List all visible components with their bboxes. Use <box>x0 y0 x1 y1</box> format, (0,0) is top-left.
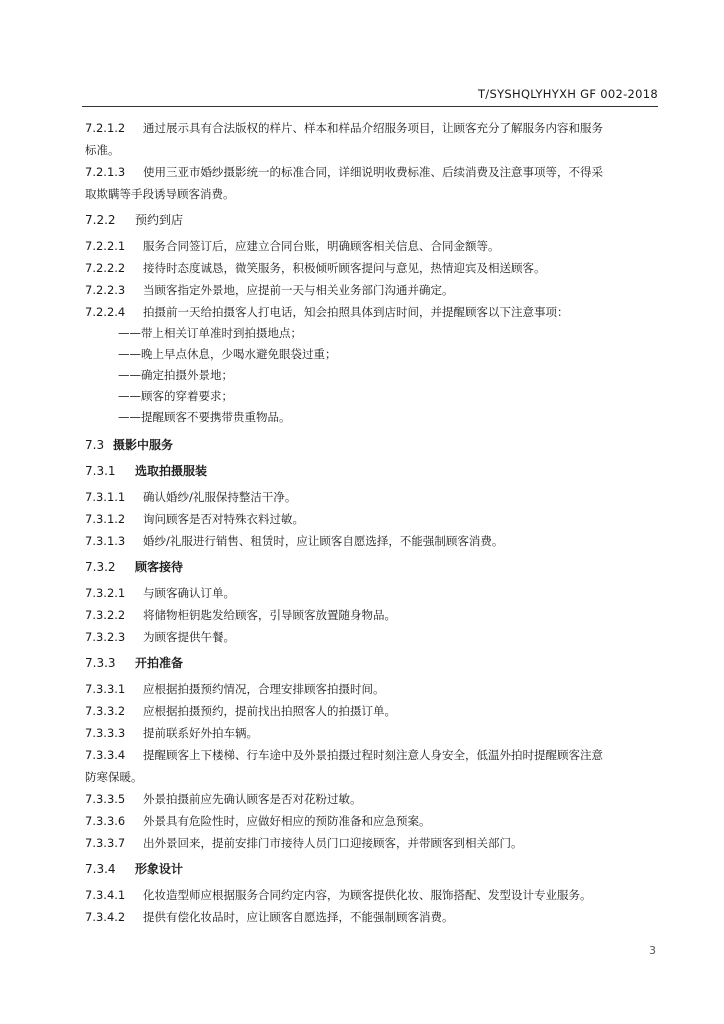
clause-text: 询问顾客是否对特殊衣料过敏。 <box>143 512 304 526</box>
clause-7-2-2-1 <box>85 235 659 257</box>
clause-number: 7.3.1.1 <box>85 490 126 504</box>
clause-text: 接待时态度诚恳，微笑服务，积极倾听顾客提问与意见，热情迎宾及相送顾客。 <box>143 261 546 275</box>
clause-text: 提供有偿化妆品时，应让顾客自愿选择，不能强制顾客消费。 <box>143 910 454 924</box>
doc-code-header: T/SYSHQLYHYXH GF 002-2018 <box>477 87 658 101</box>
section-title: 顾客接待 <box>135 560 184 574</box>
header-rule <box>82 106 658 107</box>
list-item: ——顾客的穿着要求； <box>118 389 233 403</box>
section-heading-7-2-2 <box>85 209 659 231</box>
clause-number: 7.2.2.2 <box>85 261 126 275</box>
clause-7-3-2-1 <box>85 582 659 604</box>
clause-text: 确认婚纱/礼服保持整洁干净。 <box>143 490 297 504</box>
clause-7-3-3-3 <box>85 722 659 744</box>
clause-text: 使用三亚市婚纱摄影统一的标准合同，详细说明收费标准、后续消费及注意事项等，不得采 <box>143 165 603 179</box>
clause-7-3-1-1 <box>85 486 659 508</box>
clause-text: 化妆造型师应根据服务合同约定内容，为顾客提供化妆、服饰搭配、发型设计专业服务。 <box>143 888 592 902</box>
clause-text: 拍摄前一天给拍摄客人打电话，知会拍照具体到店时间，并提醒顾客以下注意事项： <box>143 305 569 319</box>
list-item: ——确定拍摄外景地； <box>118 368 233 382</box>
clause-text: 外景具有危险性时，应做好相应的预防准备和应急预案。 <box>143 814 431 828</box>
clause-number: 7.3.1.2 <box>85 512 126 526</box>
section-number: 7.3.2 <box>85 560 116 574</box>
clause-7-3-1-2 <box>85 508 659 530</box>
section-heading-7-3 <box>85 434 659 456</box>
section-number: 7.2.2 <box>85 213 116 227</box>
section-heading-7-3-4 <box>85 858 659 880</box>
clause-text: 为顾客提供午餐。 <box>143 630 235 644</box>
clause-number: 7.3.3.3 <box>85 726 126 740</box>
clause-number: 7.3.2.2 <box>85 608 126 622</box>
clause-text: 提醒顾客上下楼梯、行车途中及外景拍摄过程时刻注意人身安全，低温外拍时提醒顾客注意 <box>143 748 603 762</box>
clause-7-3-3-5 <box>85 788 659 810</box>
clause-7-2-2-2 <box>85 257 659 279</box>
clause-number: 7.3.1.3 <box>85 534 126 548</box>
section-heading-7-3-2 <box>85 556 659 578</box>
section-heading-7-3-1 <box>85 460 659 482</box>
clause-7-3-3-7 <box>85 832 659 854</box>
clause-continuation: 取欺瞒等手段诱导顾客消费。 <box>85 187 235 201</box>
clause-text: 应根据拍摄预约，提前找出拍照客人的拍摄订单。 <box>143 704 396 718</box>
clause-text: 婚纱/礼服进行销售、租赁时，应让顾客自愿选择，不能强制顾客消费。 <box>143 534 504 548</box>
clause-continuation: 防寒保暖。 <box>85 770 143 784</box>
clause-7-3-4-2 <box>85 906 659 928</box>
document-body <box>85 117 659 928</box>
clause-number: 7.3.2.3 <box>85 630 126 644</box>
clause-7-2-1-2 <box>85 117 659 139</box>
clause-number: 7.3.4.2 <box>85 910 126 924</box>
clause-continuation: 标准。 <box>85 143 120 157</box>
section-number: 7.3.3 <box>85 656 116 670</box>
clause-text: 服务合同签订后，应建立合同台账，明确顾客相关信息、合同金额等。 <box>143 239 500 253</box>
clause-number: 7.2.1.3 <box>85 165 126 179</box>
list-item: ——带上相关订单准时到拍摄地点； <box>118 326 302 340</box>
section-title: 预约到店 <box>135 213 184 227</box>
clause-7-3-3-1 <box>85 678 659 700</box>
clause-text: 将储物柜钥匙发给顾客，引导顾客放置随身物品。 <box>143 608 396 622</box>
clause-number: 7.3.3.2 <box>85 704 126 718</box>
list-item: ——晚上早点休息，少喝水避免眼袋过重； <box>118 347 337 361</box>
section-title: 形象设计 <box>135 862 184 876</box>
clause-number: 7.2.2.3 <box>85 283 126 297</box>
section-title: 开拍准备 <box>135 656 184 670</box>
clause-7-3-3-2 <box>85 700 659 722</box>
clause-number: 7.3.3.7 <box>85 836 126 850</box>
clause-number: 7.2.2.4 <box>85 305 126 319</box>
clause-7-3-4-1 <box>85 884 659 906</box>
clause-7-3-3-4 <box>85 744 659 766</box>
clause-number: 7.3.3.4 <box>85 748 126 762</box>
section-heading-7-3-3 <box>85 652 659 674</box>
clause-7-3-1-3 <box>85 530 659 552</box>
clause-text: 与顾客确认订单。 <box>143 586 235 600</box>
clause-text: 通过展示具有合法版权的样片、样本和样品介绍服务项目，让顾客充分了解服务内容和服务 <box>143 121 603 135</box>
clause-7-3-3-6 <box>85 810 659 832</box>
clause-text: 外景拍摄前应先确认顾客是否对花粉过敏。 <box>143 792 362 806</box>
clause-7-2-2-4 <box>85 301 659 323</box>
clause-text: 当顾客指定外景地，应提前一天与相关业务部门沟通并确定。 <box>143 283 454 297</box>
section-number: 7.3.4 <box>85 862 116 876</box>
clause-number: 7.3.3.6 <box>85 814 126 828</box>
section-title: 摄影中服务 <box>113 438 174 452</box>
clause-number: 7.3.3.1 <box>85 682 126 696</box>
clause-text: 出外景回来，提前安排门市接待人员门口迎接顾客，并带顾客到相关部门。 <box>143 836 523 850</box>
clause-number: 7.2.1.2 <box>85 121 126 135</box>
page-number: 3 <box>649 944 656 957</box>
clause-7-2-1-3 <box>85 161 659 183</box>
clause-7-3-2-3 <box>85 626 659 648</box>
clause-number: 7.3.3.5 <box>85 792 126 806</box>
clause-text: 提前联系好外拍车辆。 <box>143 726 258 740</box>
clause-7-3-2-2 <box>85 604 659 626</box>
clause-number: 7.3.4.1 <box>85 888 126 902</box>
clause-number: 7.3.2.1 <box>85 586 126 600</box>
section-number: 7.3 <box>85 438 105 452</box>
clause-text: 应根据拍摄预约情况，合理安排顾客拍摄时间。 <box>143 682 385 696</box>
clause-number: 7.2.2.1 <box>85 239 126 253</box>
clause-7-2-2-3 <box>85 279 659 301</box>
section-number: 7.3.1 <box>85 464 116 478</box>
section-title: 选取拍摄服装 <box>135 464 208 478</box>
list-item: ——提醒顾客不要携带贵重物品。 <box>118 410 291 424</box>
